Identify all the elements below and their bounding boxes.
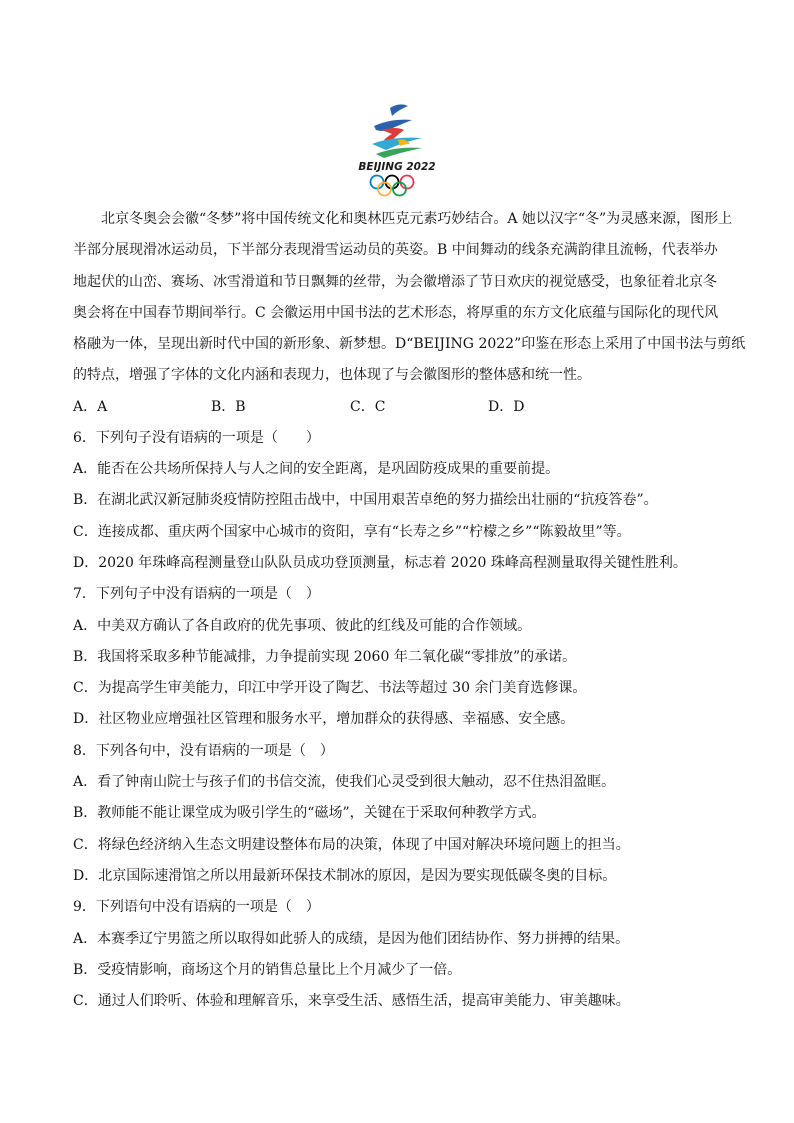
beijing-2022-emblem-icon: [352, 100, 442, 198]
question-stem: 7．下列句子中没有语病的一项是（ ）: [73, 586, 320, 603]
question-option: B．教师能不能让课堂成为吸引学生的“磁场”，关键在于采取何种教学方式。: [73, 805, 546, 822]
question-7: [73, 579, 723, 735]
passage-line: 地起伏的山峦、赛场、冰雪滑道和节日飘舞的丝带，为会徽增添了节日欢庆的视觉感受，也象征着北京冬: [73, 273, 717, 290]
question-option: C．通过人们聆听、体验和理解音乐，来享受生活、感悟生活，提高审美能力、审美趣味。: [73, 993, 630, 1010]
logo-wordmark: BEIJING 2022: [358, 161, 436, 173]
q5-option-c: C．C: [350, 398, 386, 415]
question-stem: 9．下列语句中没有语病的一项是（ ）: [73, 899, 320, 916]
question-option: C．为提高学生审美能力，印江中学开设了陶艺、书法等超过 30 余门美育选修课。: [73, 680, 587, 697]
q5-option-b: B．B: [211, 398, 246, 415]
question-8: [73, 736, 723, 892]
q5-option-a: A．A: [73, 398, 108, 415]
question-option: D．北京国际速滑馆之所以用最新环保技术制冰的原因，是因为要实现低碳冬奥的目标。: [73, 867, 617, 884]
passage-line: 奥会将在中国春节期间举行。C 会徽运用中国书法的艺术形态，将厚重的东方文化底蕴与国际化的现代风: [73, 304, 719, 321]
question-option: A．中美双方确认了各自政府的优先事项、彼此的红线及可能的合作领域。: [73, 617, 532, 634]
question-option: A．本赛季辽宁男篮之所以取得如此骄人的成绩，是因为他们团结协作、努力拼搏的结果。: [73, 930, 630, 947]
document-content: [73, 204, 746, 1017]
question-option: A．看了钟南山院士与孩子们的书信交流，使我们心灵受到很大触动，忍不住热泪盈眶。: [73, 774, 616, 791]
passage-line: 半部分展现滑冰运动员，下半部分表现滑雪运动员的英姿。B 中间舞动的线条充满韵律且流畅，代表举办: [73, 242, 718, 259]
question-option: A．能否在公共场所保持人与人之间的安全距离，是巩固防疫成果的重要前提。: [73, 461, 560, 478]
question-option: D．社区物业应增强社区管理和服务水平，增加群众的获得感、幸福感、安全感。: [73, 711, 575, 728]
q5-option-d: D．D: [488, 398, 525, 415]
question-option: C．连接成都、重庆两个国家中心城市的资阳，享有“长寿之乡”“柠檬之乡”“陈毅故里”等。: [73, 523, 631, 540]
question-stem: 6．下列句子没有语病的一项是（ ）: [73, 429, 320, 446]
question-option: B．我国将采取多种节能减排，力争提前实现 2060 年二氧化碳“零排放”的承诺。: [73, 648, 577, 665]
passage-line: 的特点，增强了字体的文化内涵和表现力，也体现了与会徽图形的整体感和统一性。: [73, 367, 591, 384]
q5-options: [73, 392, 723, 423]
reading-passage: [73, 204, 746, 392]
question-option: D．2020 年珠峰高程测量登山队队员成功登顶测量，标志着 2020 珠峰高程测量取得关键性胜利。: [73, 554, 687, 571]
passage-line: 北京冬奥会会徽“冬梦”将中国传统文化和奥林匹克元素巧妙结合。A 她以汉字“冬”为灵感来源，图形上: [101, 211, 733, 227]
question-option: B．在湖北武汉新冠肺炎疫情防控阻击战中，中国用艰苦卓绝的努力描绘出壮丽的“抗疫答卷”。: [73, 492, 658, 509]
question-stem: 8．下列各句中，没有语病的一项是（ ）: [73, 742, 334, 759]
passage-line: 格融为一体，呈现出新时代中国的新形象、新梦想。D“BEIJING 2022”印鉴在形态上采用了中国书法与剪纸: [73, 336, 746, 353]
question-6: [73, 423, 723, 579]
question-option: B．受疫情影响，商场这个月的销售总量比上个月减少了一倍。: [73, 961, 462, 978]
question-9: [73, 892, 723, 1017]
question-option: C．将绿色经济纳入生态文明建设整体布局的决策，体现了中国对解决环境问题上的担当。: [73, 836, 630, 853]
